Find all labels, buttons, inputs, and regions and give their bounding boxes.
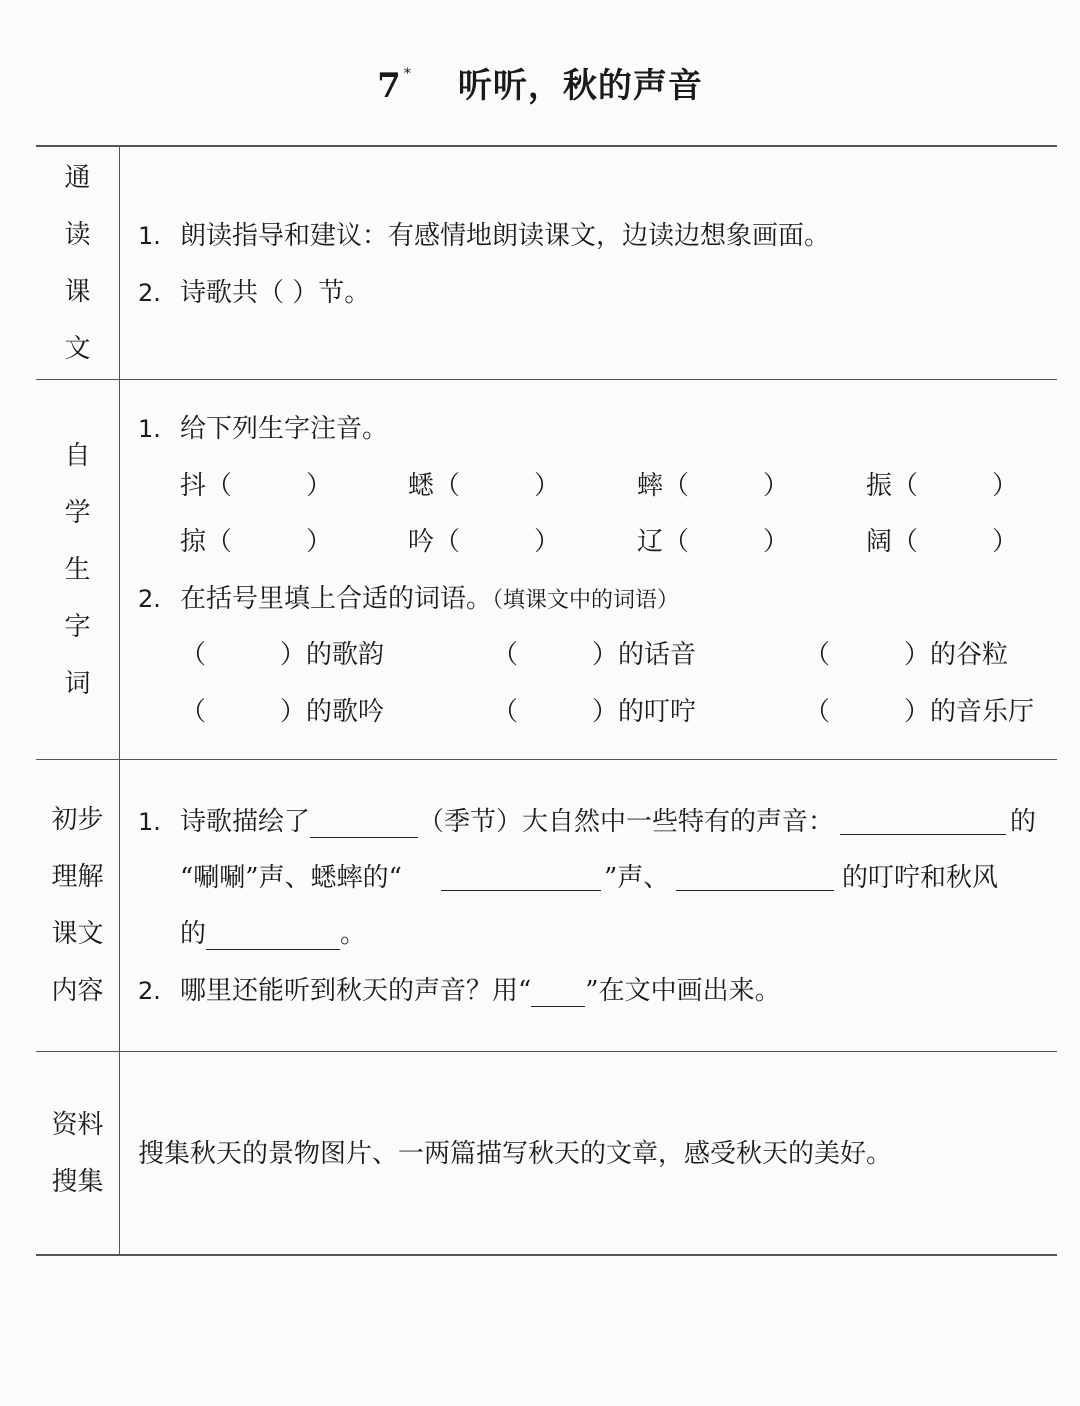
close-paren: ） [306, 527, 333, 557]
table-top-border [36, 145, 1057, 147]
phrase-cell: ）的歌吟 [280, 697, 385, 727]
line2-a: “唰唰”声、蟋蟀的“ [180, 863, 402, 893]
open-paren: （ [180, 697, 207, 727]
blank-season[interactable] [310, 809, 418, 838]
blank-4[interactable] [206, 921, 340, 950]
pinyin-cell: 蟀（ [637, 471, 690, 501]
column-divider [119, 146, 120, 1256]
pinyin-cell: 振（ [866, 471, 919, 501]
lesson-number: 7 [377, 66, 402, 106]
pinyin-cell: 吟（ [408, 527, 461, 557]
collect-text: 搜集秋天的景物图片、一两篇描写秋天的文章，感受秋天的美好。 [138, 1139, 893, 1169]
read-item-2: 2. 诗歌共（ ）节。 [138, 278, 371, 308]
blank-1[interactable] [840, 806, 1006, 835]
understand-item-1: 1. 诗歌描绘了 （季节）大自然中一些特有的声音： [138, 807, 835, 837]
optional-mark: * [403, 66, 412, 82]
section-label-understand: 初步 理解 课文 内容 [51, 805, 104, 1006]
open-paren: （ [492, 640, 519, 670]
pinyin-cell: 阔（ [866, 527, 919, 557]
close-paren: ） [534, 471, 561, 501]
blank-2[interactable] [441, 862, 601, 891]
phrase-cell: ）的叮咛 [592, 697, 697, 727]
blank-3[interactable] [676, 862, 834, 891]
open-paren: （ [180, 640, 207, 670]
section-label-collect: 资料 搜集 [51, 1110, 104, 1197]
read-item-1: 1. 朗读指导和建议：有感情地朗读课文，边读边想象画面。 [138, 221, 831, 251]
open-paren: （ [492, 697, 519, 727]
line2-c: 的叮咛和秋风 [842, 863, 999, 893]
close-paren: ） [763, 527, 790, 557]
line2-b: ”声、 [604, 863, 670, 893]
pinyin-cell: 辽（ [637, 527, 690, 557]
row-divider [36, 759, 1057, 760]
open-paren: （ [804, 697, 831, 727]
section-label-words: 自 学 生 字 词 [64, 441, 91, 699]
table-bottom-border [36, 1254, 1057, 1256]
words-item-1: 1. 给下列生字注音。 [138, 414, 389, 444]
phrase-cell: ）的话音 [592, 640, 697, 670]
close-paren: ） [992, 527, 1019, 557]
line3: 的 。 [180, 919, 367, 949]
text-de: 的 [1010, 807, 1037, 837]
phrase-cell: ）的音乐厅 [904, 697, 1035, 727]
underline-sample [531, 978, 585, 1007]
phrase-cell: ）的歌韵 [280, 640, 385, 670]
close-paren: ） [992, 471, 1019, 501]
page-title [0, 58, 1080, 107]
open-paren: （ [804, 640, 831, 670]
words-item-2: 2. 在括号里填上合适的词语。（填课文中的词语） [138, 584, 680, 614]
close-paren: ） [763, 471, 790, 501]
pinyin-cell: 掠（ [180, 527, 233, 557]
close-paren: ） [534, 527, 561, 557]
understand-item-2: 2. 哪里还能听到秋天的声音？用“ ”在文中画出来。 [138, 976, 781, 1006]
row-divider [36, 379, 1057, 380]
pinyin-cell: 蟋（ [408, 471, 461, 501]
close-paren: ） [306, 471, 333, 501]
section-label-read: 通 读 课 文 [64, 163, 91, 364]
lesson-title: 听听，秋的声音 [457, 66, 703, 106]
pinyin-cell: 抖（ [180, 471, 233, 501]
phrase-cell: ）的谷粒 [904, 640, 1009, 670]
row-divider [36, 1051, 1057, 1052]
